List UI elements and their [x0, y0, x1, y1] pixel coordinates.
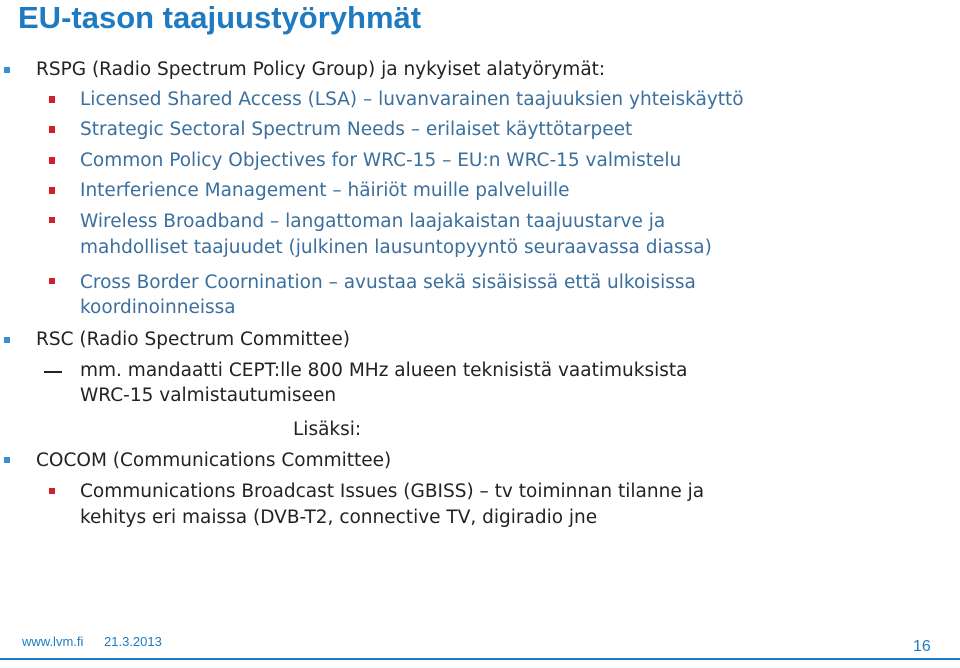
- lisaksi-label: Lisäksi:: [293, 419, 362, 440]
- list-item-ssn: Strategic Sectoral Spectrum Needs – erilaiset käyttötarpeet: [80, 119, 633, 140]
- page-number: 16: [913, 638, 931, 655]
- list-item-lsa: Licensed Shared Access (LSA) – luvanvarainen taajuuksien yhteiskäyttö: [80, 89, 744, 110]
- slide-title: EU-tason taajuustyöryhmät: [18, 0, 422, 35]
- dash-icon: [44, 371, 62, 373]
- list-item-rsc: RSC (Radio Spectrum Committee): [36, 329, 350, 350]
- list-item-wb-line2: mahdolliset taajuudet (julkinen lausuntopyyntö seuraavassa diassa): [80, 237, 712, 258]
- bullet-icon: [49, 217, 55, 223]
- footer-url[interactable]: www.lvm.fi: [22, 634, 84, 649]
- footer-divider: [0, 658, 960, 660]
- bullet-icon: [49, 278, 55, 284]
- bullet-icon: [49, 488, 55, 494]
- list-item-cbi-line2: kehitys eri maissa (DVB-T2, connective TV, digiradio jne: [80, 507, 598, 528]
- list-item-cpo: Common Policy Objectives for WRC-15 – EU:n WRC-15 valmistelu: [80, 150, 682, 171]
- bullet-icon: [4, 337, 10, 343]
- footer-date: 21.3.2013: [104, 634, 162, 649]
- bullet-icon: [4, 457, 10, 463]
- list-item-cb-line1: Cross Border Coornination – avustaa sekä sisäisissä että ulkoisissa: [80, 272, 696, 293]
- list-item-wb-line1: Wireless Broadband – langattoman laajakaistan taajuustarve ja: [80, 211, 666, 232]
- bullet-icon: [4, 67, 10, 73]
- bullet-icon: [49, 126, 55, 133]
- list-item-mm-line2: WRC-15 valmistautumiseen: [80, 385, 337, 406]
- list-item-mm-line1: mm. mandaatti CEPT:lle 800 MHz alueen teknisistä vaatimuksista: [80, 360, 688, 381]
- bullet-icon: [49, 96, 55, 103]
- list-item-cocom: COCOM (Communications Committee): [36, 450, 392, 471]
- list-item-cb-line2: koordinoinneissa: [80, 297, 236, 318]
- bullet-icon: [49, 187, 55, 194]
- list-item-im: Interferience Management – häiriöt muille palveluille: [80, 180, 570, 201]
- list-item-rspg: RSPG (Radio Spectrum Policy Group) ja nykyiset alatyörymät:: [36, 59, 606, 80]
- list-item-cbi-line1: Communications Broadcast Issues (GBISS) – tv toiminnan tilanne ja: [80, 481, 705, 502]
- bullet-icon: [49, 157, 55, 164]
